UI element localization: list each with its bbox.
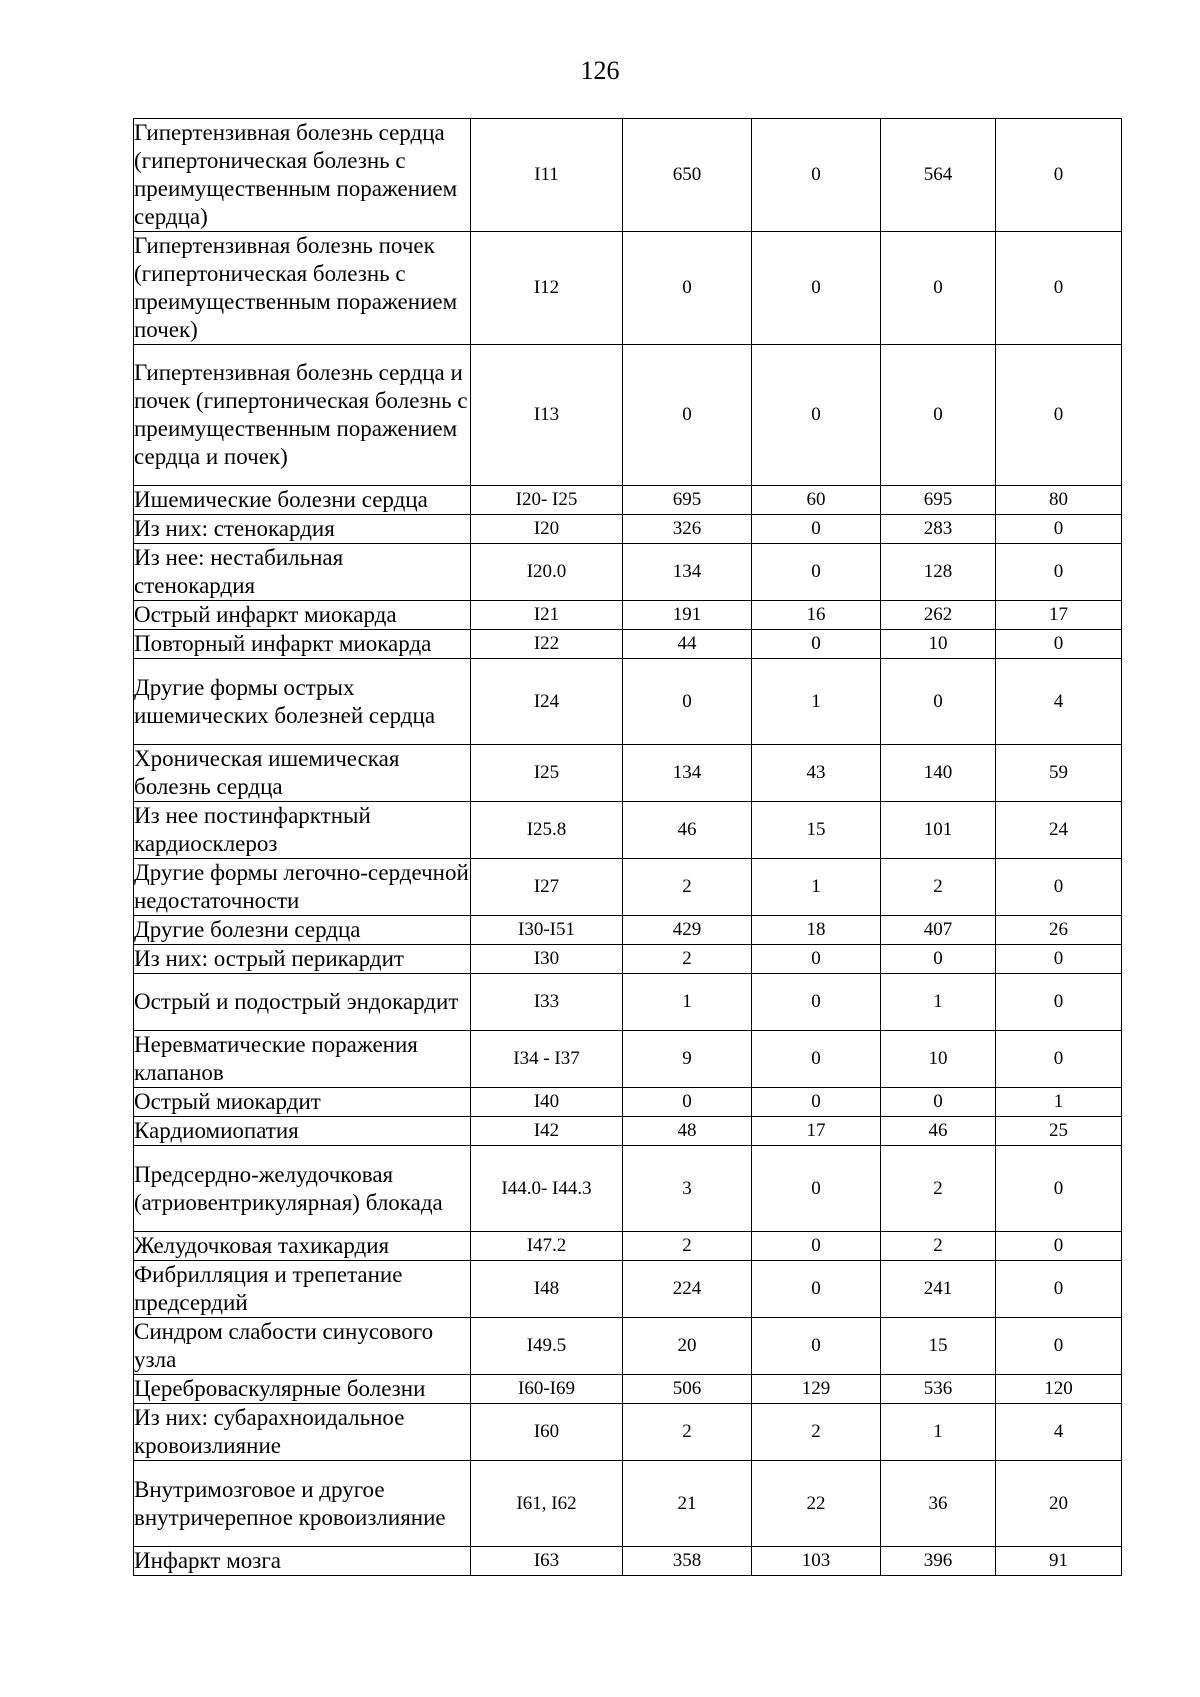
value-cell-2: 0 [752, 945, 881, 974]
value-cell-2: 0 [752, 119, 881, 232]
value-cell-2: 0 [752, 544, 881, 601]
value-cell-1: 650 [623, 119, 752, 232]
diagnosis-name-cell: Гипертензивная болезнь почек (гипертоническая болезнь с преимущественным поражением почек) [134, 232, 471, 345]
table-row [134, 119, 1122, 232]
value-cell-3: 0 [881, 232, 996, 345]
value-cell-1: 0 [623, 345, 752, 486]
table-row [134, 1232, 1122, 1261]
table-row [134, 1146, 1122, 1232]
value-cell-1: 46 [623, 802, 752, 859]
value-cell-1: 224 [623, 1261, 752, 1318]
value-cell-4: 80 [996, 486, 1122, 515]
value-cell-2: 17 [752, 1117, 881, 1146]
value-cell-4: 0 [996, 1031, 1122, 1088]
table-row [134, 1031, 1122, 1088]
value-cell-3: 536 [881, 1375, 996, 1404]
icd-code-cell: I60 [471, 1404, 623, 1461]
icd-code-cell: I20 [471, 515, 623, 544]
value-cell-2: 0 [752, 630, 881, 659]
value-cell-1: 9 [623, 1031, 752, 1088]
value-cell-4: 20 [996, 1461, 1122, 1547]
diagnosis-name-cell: Другие формы легочно-сердечной недостаточности [134, 859, 471, 916]
value-cell-1: 506 [623, 1375, 752, 1404]
value-cell-2: 0 [752, 974, 881, 1031]
table-row [134, 802, 1122, 859]
value-cell-1: 134 [623, 544, 752, 601]
icd-code-cell: I20- I25 [471, 486, 623, 515]
table-row [134, 232, 1122, 345]
value-cell-1: 21 [623, 1461, 752, 1547]
icd-code-cell: I60-I69 [471, 1375, 623, 1404]
table-row [134, 1404, 1122, 1461]
value-cell-3: 2 [881, 859, 996, 916]
value-cell-3: 36 [881, 1461, 996, 1547]
table-row [134, 515, 1122, 544]
value-cell-4: 0 [996, 1146, 1122, 1232]
value-cell-4: 4 [996, 659, 1122, 745]
diagnosis-name-cell: Другие болезни сердца [134, 916, 471, 945]
value-cell-3: 0 [881, 659, 996, 745]
icd-code-cell: I48 [471, 1261, 623, 1318]
value-cell-1: 134 [623, 745, 752, 802]
value-cell-1: 358 [623, 1547, 752, 1576]
value-cell-4: 25 [996, 1117, 1122, 1146]
value-cell-3: 283 [881, 515, 996, 544]
disease-statistics-table [133, 118, 1122, 1576]
diagnosis-name-cell: Фибрилляция и трепетание предсердий [134, 1261, 471, 1318]
icd-code-cell: I27 [471, 859, 623, 916]
value-cell-3: 140 [881, 745, 996, 802]
value-cell-2: 0 [752, 1232, 881, 1261]
diagnosis-name-cell: Из нее: нестабильная стенокардия [134, 544, 471, 601]
value-cell-3: 10 [881, 1031, 996, 1088]
value-cell-4: 0 [996, 345, 1122, 486]
diagnosis-name-cell: Другие формы острых ишемических болезней сердца [134, 659, 471, 745]
icd-code-cell: I22 [471, 630, 623, 659]
table-row [134, 1461, 1122, 1547]
value-cell-1: 3 [623, 1146, 752, 1232]
icd-code-cell: I20.0 [471, 544, 623, 601]
table-row [134, 1088, 1122, 1117]
icd-code-cell: I33 [471, 974, 623, 1031]
value-cell-4: 120 [996, 1375, 1122, 1404]
value-cell-3: 46 [881, 1117, 996, 1146]
value-cell-2: 0 [752, 1031, 881, 1088]
table-row [134, 916, 1122, 945]
value-cell-3: 1 [881, 974, 996, 1031]
value-cell-4: 0 [996, 119, 1122, 232]
value-cell-3: 15 [881, 1318, 996, 1375]
icd-code-cell: I25 [471, 745, 623, 802]
value-cell-3: 262 [881, 601, 996, 630]
value-cell-1: 0 [623, 659, 752, 745]
value-cell-1: 44 [623, 630, 752, 659]
table-row [134, 630, 1122, 659]
value-cell-4: 0 [996, 974, 1122, 1031]
value-cell-4: 0 [996, 945, 1122, 974]
value-cell-2: 0 [752, 515, 881, 544]
value-cell-1: 1 [623, 974, 752, 1031]
value-cell-4: 91 [996, 1547, 1122, 1576]
table-row [134, 1318, 1122, 1375]
value-cell-4: 0 [996, 1232, 1122, 1261]
diagnosis-name-cell: Цереброваскулярные болезни [134, 1375, 471, 1404]
table-row [134, 345, 1122, 486]
value-cell-1: 2 [623, 1404, 752, 1461]
diagnosis-name-cell: Неревматические поражения клапанов [134, 1031, 471, 1088]
table-row [134, 659, 1122, 745]
value-cell-4: 4 [996, 1404, 1122, 1461]
icd-code-cell: I30 [471, 945, 623, 974]
value-cell-4: 17 [996, 601, 1122, 630]
diagnosis-name-cell: Ишемические болезни сердца [134, 486, 471, 515]
diagnosis-name-cell: Острый инфаркт миокарда [134, 601, 471, 630]
diagnosis-name-cell: Из них: острый перикардит [134, 945, 471, 974]
icd-code-cell: I21 [471, 601, 623, 630]
diagnosis-name-cell: Острый миокардит [134, 1088, 471, 1117]
value-cell-2: 16 [752, 601, 881, 630]
value-cell-3: 0 [881, 945, 996, 974]
value-cell-3: 241 [881, 1261, 996, 1318]
icd-code-cell: I44.0- I44.3 [471, 1146, 623, 1232]
table-row [134, 945, 1122, 974]
value-cell-2: 1 [752, 859, 881, 916]
value-cell-3: 2 [881, 1232, 996, 1261]
value-cell-2: 15 [752, 802, 881, 859]
value-cell-3: 0 [881, 345, 996, 486]
diagnosis-name-cell: Гипертензивная болезнь сердца и почек (гипертоническая болезнь с преимущественным поражением сердца и почек) [134, 345, 471, 486]
value-cell-3: 407 [881, 916, 996, 945]
diagnosis-name-cell: Из них: субарахноидальное кровоизлияние [134, 1404, 471, 1461]
value-cell-2: 1 [752, 659, 881, 745]
diagnosis-name-cell: Кардиомиопатия [134, 1117, 471, 1146]
value-cell-2: 0 [752, 1146, 881, 1232]
value-cell-2: 0 [752, 345, 881, 486]
value-cell-1: 191 [623, 601, 752, 630]
value-cell-3: 2 [881, 1146, 996, 1232]
value-cell-4: 0 [996, 515, 1122, 544]
value-cell-2: 0 [752, 1261, 881, 1318]
value-cell-2: 0 [752, 1088, 881, 1117]
value-cell-2: 18 [752, 916, 881, 945]
value-cell-1: 2 [623, 1232, 752, 1261]
icd-code-cell: I30-I51 [471, 916, 623, 945]
value-cell-4: 24 [996, 802, 1122, 859]
icd-code-cell: I49.5 [471, 1318, 623, 1375]
value-cell-1: 2 [623, 945, 752, 974]
table-row [134, 1261, 1122, 1318]
value-cell-2: 60 [752, 486, 881, 515]
value-cell-4: 0 [996, 544, 1122, 601]
value-cell-2: 43 [752, 745, 881, 802]
value-cell-3: 396 [881, 1547, 996, 1576]
value-cell-3: 10 [881, 630, 996, 659]
table-row [134, 1547, 1122, 1576]
icd-code-cell: I63 [471, 1547, 623, 1576]
value-cell-1: 20 [623, 1318, 752, 1375]
value-cell-3: 564 [881, 119, 996, 232]
icd-code-cell: I34 - I37 [471, 1031, 623, 1088]
icd-code-cell: I47.2 [471, 1232, 623, 1261]
diagnosis-name-cell: Предсердно-желудочковая (атриовентрикулярная) блокада [134, 1146, 471, 1232]
value-cell-1: 695 [623, 486, 752, 515]
value-cell-3: 695 [881, 486, 996, 515]
value-cell-4: 0 [996, 630, 1122, 659]
value-cell-3: 128 [881, 544, 996, 601]
table-row [134, 974, 1122, 1031]
diagnosis-name-cell: Острый и подострый эндокардит [134, 974, 471, 1031]
table-row [134, 486, 1122, 515]
table-row [134, 745, 1122, 802]
value-cell-1: 48 [623, 1117, 752, 1146]
value-cell-1: 429 [623, 916, 752, 945]
diagnosis-name-cell: Повторный инфаркт миокарда [134, 630, 471, 659]
icd-code-cell: I13 [471, 345, 623, 486]
diagnosis-name-cell: Инфаркт мозга [134, 1547, 471, 1576]
table-row [134, 601, 1122, 630]
value-cell-2: 22 [752, 1461, 881, 1547]
value-cell-3: 1 [881, 1404, 996, 1461]
diagnosis-name-cell: Гипертензивная болезнь сердца (гипертоническая болезнь с преимущественным поражением сердца) [134, 119, 471, 232]
value-cell-1: 326 [623, 515, 752, 544]
value-cell-3: 101 [881, 802, 996, 859]
value-cell-4: 0 [996, 1318, 1122, 1375]
table-row [134, 1375, 1122, 1404]
value-cell-3: 0 [881, 1088, 996, 1117]
value-cell-4: 1 [996, 1088, 1122, 1117]
value-cell-1: 2 [623, 859, 752, 916]
table-body [134, 119, 1122, 1576]
diagnosis-name-cell: Желудочковая тахикардия [134, 1232, 471, 1261]
table-row [134, 1117, 1122, 1146]
table-row [134, 544, 1122, 601]
value-cell-4: 0 [996, 859, 1122, 916]
value-cell-2: 0 [752, 232, 881, 345]
diagnosis-name-cell: Синдром слабости синусового узла [134, 1318, 471, 1375]
value-cell-4: 0 [996, 1261, 1122, 1318]
icd-code-cell: I11 [471, 119, 623, 232]
diagnosis-name-cell: Из них: стенокардия [134, 515, 471, 544]
diagnosis-name-cell: Внутримозговое и другое внутричерепное кровоизлияние [134, 1461, 471, 1547]
page-number: 126 [580, 56, 620, 85]
diagnosis-name-cell: Из нее постинфарктный кардиосклероз [134, 802, 471, 859]
icd-code-cell: I25.8 [471, 802, 623, 859]
value-cell-2: 2 [752, 1404, 881, 1461]
icd-code-cell: I42 [471, 1117, 623, 1146]
value-cell-4: 0 [996, 232, 1122, 345]
value-cell-1: 0 [623, 1088, 752, 1117]
icd-code-cell: I24 [471, 659, 623, 745]
value-cell-4: 26 [996, 916, 1122, 945]
icd-code-cell: I61, I62 [471, 1461, 623, 1547]
table-row [134, 859, 1122, 916]
icd-code-cell: I40 [471, 1088, 623, 1117]
value-cell-2: 103 [752, 1547, 881, 1576]
value-cell-1: 0 [623, 232, 752, 345]
icd-code-cell: I12 [471, 232, 623, 345]
value-cell-2: 129 [752, 1375, 881, 1404]
diagnosis-name-cell: Хроническая ишемическая болезнь сердца [134, 745, 471, 802]
value-cell-4: 59 [996, 745, 1122, 802]
value-cell-2: 0 [752, 1318, 881, 1375]
